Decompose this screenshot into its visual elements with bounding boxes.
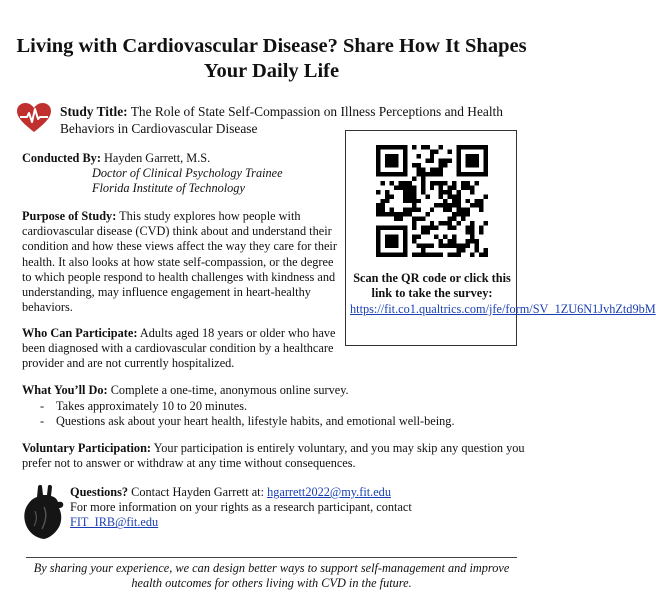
contact-text: Contact Hayden Garrett at:	[128, 485, 268, 499]
irb-email-link[interactable]: FIT_IRB@fit.edu	[70, 515, 159, 530]
researcher-role: Doctor of Clinical Psychology Trainee	[92, 166, 283, 181]
conducted-by	[22, 151, 340, 197]
conducted-by-label: Conducted By:	[22, 151, 101, 165]
what-text: Complete a one-time, anonymous online survey.	[107, 383, 349, 397]
study-title-label: Study Title:	[60, 104, 128, 119]
what-list	[22, 399, 532, 429]
researcher-name: Hayden Garrett, M.S.	[100, 151, 211, 165]
anatomical-heart-icon	[22, 483, 66, 541]
heart-ecg-icon	[16, 102, 52, 134]
email-link[interactable]: hgarrett2022@my.fit.edu	[267, 485, 391, 499]
who-text: Adults aged 18 years or older who have been diagnosed with a cardiovascular condition by a healthcare provider and are not currently hospitalized.	[22, 326, 336, 371]
questions-label: Questions?	[70, 485, 129, 499]
qr-code[interactable]	[376, 145, 488, 257]
researcher-institution: Florida Institute of Technology	[92, 181, 245, 196]
qr-box	[345, 130, 656, 346]
rights-text: For more information on your rights as a research participant, contact	[70, 500, 412, 515]
voluntary-label: Voluntary Participation:	[22, 441, 152, 455]
who-label: Who Can Participate:	[22, 326, 138, 340]
footer-note: By sharing your experience, we can design better ways to support self-management and improve health outcomes for others living with CVD in the future.	[26, 557, 517, 591]
purpose-label: Purpose of Study:	[22, 209, 117, 223]
study-title-text: The Role of State Self-Compassion on Illness Perceptions and Health Behaviors in Cardiovascular Disease	[60, 104, 503, 136]
survey-link[interactable]: https://fit.co1.qualtrics.com/jfe/form/SV_1ZU6N1JvhZtd9bM	[350, 302, 656, 316]
qr-instruction: Scan the QR code or click this link to take the survey:	[353, 271, 511, 300]
voluntary-text: Your participation is entirely voluntary, and you may skip any question you prefer not to answer or withdraw at any time without consequences.	[22, 441, 525, 471]
flyer-title: Living with Cardiovascular Disease? Share How It Shapes Your Daily Life	[16, 35, 527, 82]
what-section	[22, 383, 532, 430]
what-label: What You’ll Do:	[22, 383, 108, 397]
voluntary-section	[22, 441, 527, 471]
list-item: - Takes approximately 10 to 20 minutes.	[40, 399, 532, 414]
purpose-text: This study explores how people with cardiovascular disease (CVD) think about and understand their condition and how these views affect the way they care for their health. It also looks at how state self-compassion, or the degree to which people respond to health challenges with kindness and understanding, may influence engagement in heart-healthy behaviors.	[22, 209, 337, 315]
purpose-section	[22, 209, 340, 315]
list-item: - Questions ask about your heart health, lifestyle habits, and emotional well-being.	[40, 414, 532, 429]
who-section	[22, 326, 340, 372]
contact-section	[70, 485, 530, 531]
